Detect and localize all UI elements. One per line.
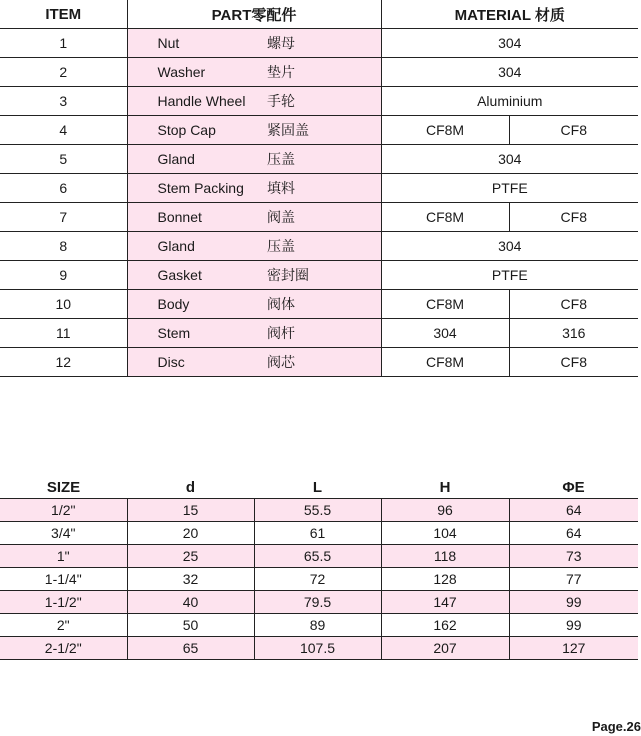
material-value: 304 [381, 145, 638, 174]
parts-row [0, 87, 638, 116]
item-number: 9 [0, 261, 127, 290]
h-value: 207 [381, 637, 509, 660]
part-name-cn: 阀杆 [267, 319, 381, 348]
material-value: PTFE [381, 174, 638, 203]
size-value: 1-1/4" [0, 568, 127, 591]
part-name-cn: 压盖 [267, 145, 381, 174]
part-name-cn: 压盖 [267, 232, 381, 261]
material-value-b: 316 [509, 319, 638, 348]
phi-e-value: 99 [509, 591, 638, 614]
part-name-cn: 紧固盖 [267, 116, 381, 145]
parts-row [0, 261, 638, 290]
part-name-cn: 阀盖 [267, 203, 381, 232]
part-name-en: Nut [127, 29, 267, 58]
size-value: 1/2" [0, 499, 127, 522]
material-value: 304 [381, 232, 638, 261]
material-value-a: CF8M [381, 348, 509, 377]
part-name-en: Gland [127, 145, 267, 174]
d-value: 32 [127, 568, 254, 591]
l-value: 107.5 [254, 637, 381, 660]
phi-e-value: 77 [509, 568, 638, 591]
item-number: 1 [0, 29, 127, 58]
parts-row [0, 174, 638, 203]
part-name-cn: 螺母 [267, 29, 381, 58]
d-value: 20 [127, 522, 254, 545]
size-row [0, 499, 638, 522]
size-body [0, 499, 638, 660]
part-name-en: Gland [127, 232, 267, 261]
size-table [0, 476, 638, 660]
size-row [0, 545, 638, 568]
material-value-a: CF8M [381, 116, 509, 145]
part-name-cn: 填料 [267, 174, 381, 203]
l-value: 65.5 [254, 545, 381, 568]
parts-row [0, 348, 638, 377]
l-value: 89 [254, 614, 381, 637]
h-value: 162 [381, 614, 509, 637]
parts-row [0, 319, 638, 348]
part-name-en: Stem [127, 319, 267, 348]
l-value: 79.5 [254, 591, 381, 614]
part-name-en: Disc [127, 348, 267, 377]
h-header: H [381, 476, 509, 499]
l-value: 55.5 [254, 499, 381, 522]
parts-header-row [0, 0, 638, 29]
material-value: Aluminium [381, 87, 638, 116]
d-value: 50 [127, 614, 254, 637]
part-name-en: Washer [127, 58, 267, 87]
part-name-cn: 阀芯 [267, 348, 381, 377]
l-value: 61 [254, 522, 381, 545]
size-row [0, 522, 638, 545]
item-number: 11 [0, 319, 127, 348]
h-value: 147 [381, 591, 509, 614]
d-value: 65 [127, 637, 254, 660]
item-number: 4 [0, 116, 127, 145]
d-value: 40 [127, 591, 254, 614]
item-number: 3 [0, 87, 127, 116]
material-value-b: CF8 [509, 116, 638, 145]
size-value: 2" [0, 614, 127, 637]
size-value: 1-1/2" [0, 591, 127, 614]
size-header-row [0, 476, 638, 499]
item-number: 2 [0, 58, 127, 87]
item-number: 6 [0, 174, 127, 203]
h-value: 104 [381, 522, 509, 545]
size-row [0, 568, 638, 591]
part-name-cn: 密封圈 [267, 261, 381, 290]
parts-row [0, 203, 638, 232]
part-header: PART零配件 [127, 0, 381, 29]
material-value: PTFE [381, 261, 638, 290]
material-header: MATERIAL 材质 [381, 0, 638, 29]
parts-body [0, 29, 638, 377]
d-value: 25 [127, 545, 254, 568]
part-name-cn: 阀体 [267, 290, 381, 319]
size-value: 2-1/2" [0, 637, 127, 660]
l-value: 72 [254, 568, 381, 591]
item-number: 8 [0, 232, 127, 261]
h-value: 118 [381, 545, 509, 568]
page-number: Page.26 [591, 719, 641, 734]
size-row [0, 637, 638, 660]
phi-e-header: ΦE [509, 476, 638, 499]
d-header: d [127, 476, 254, 499]
d-value: 15 [127, 499, 254, 522]
parts-row [0, 116, 638, 145]
phi-e-value: 99 [509, 614, 638, 637]
item-number: 10 [0, 290, 127, 319]
parts-row [0, 29, 638, 58]
parts-row [0, 145, 638, 174]
h-value: 128 [381, 568, 509, 591]
part-name-en: Stem Packing [127, 174, 267, 203]
phi-e-value: 73 [509, 545, 638, 568]
size-value: 3/4" [0, 522, 127, 545]
phi-e-value: 127 [509, 637, 638, 660]
part-name-en: Gasket [127, 261, 267, 290]
part-name-en: Bonnet [127, 203, 267, 232]
parts-row [0, 232, 638, 261]
item-header: ITEM [0, 0, 127, 29]
item-number: 7 [0, 203, 127, 232]
parts-row [0, 290, 638, 319]
item-number: 5 [0, 145, 127, 174]
material-value-a: CF8M [381, 203, 509, 232]
l-header: L [254, 476, 381, 499]
size-value: 1" [0, 545, 127, 568]
material-value-a: CF8M [381, 290, 509, 319]
material-value-b: CF8 [509, 290, 638, 319]
size-row [0, 591, 638, 614]
item-number: 12 [0, 348, 127, 377]
size-header: SIZE [0, 476, 127, 499]
part-name-en: Stop Cap [127, 116, 267, 145]
part-name-en: Body [127, 290, 267, 319]
material-value: 304 [381, 58, 638, 87]
part-name-cn: 垫片 [267, 58, 381, 87]
part-name-en: Handle Wheel [127, 87, 267, 116]
material-value-b: CF8 [509, 203, 638, 232]
h-value: 96 [381, 499, 509, 522]
part-name-cn: 手轮 [267, 87, 381, 116]
phi-e-value: 64 [509, 522, 638, 545]
parts-row [0, 58, 638, 87]
size-row [0, 614, 638, 637]
material-value-a: 304 [381, 319, 509, 348]
phi-e-value: 64 [509, 499, 638, 522]
material-value-b: CF8 [509, 348, 638, 377]
material-value: 304 [381, 29, 638, 58]
